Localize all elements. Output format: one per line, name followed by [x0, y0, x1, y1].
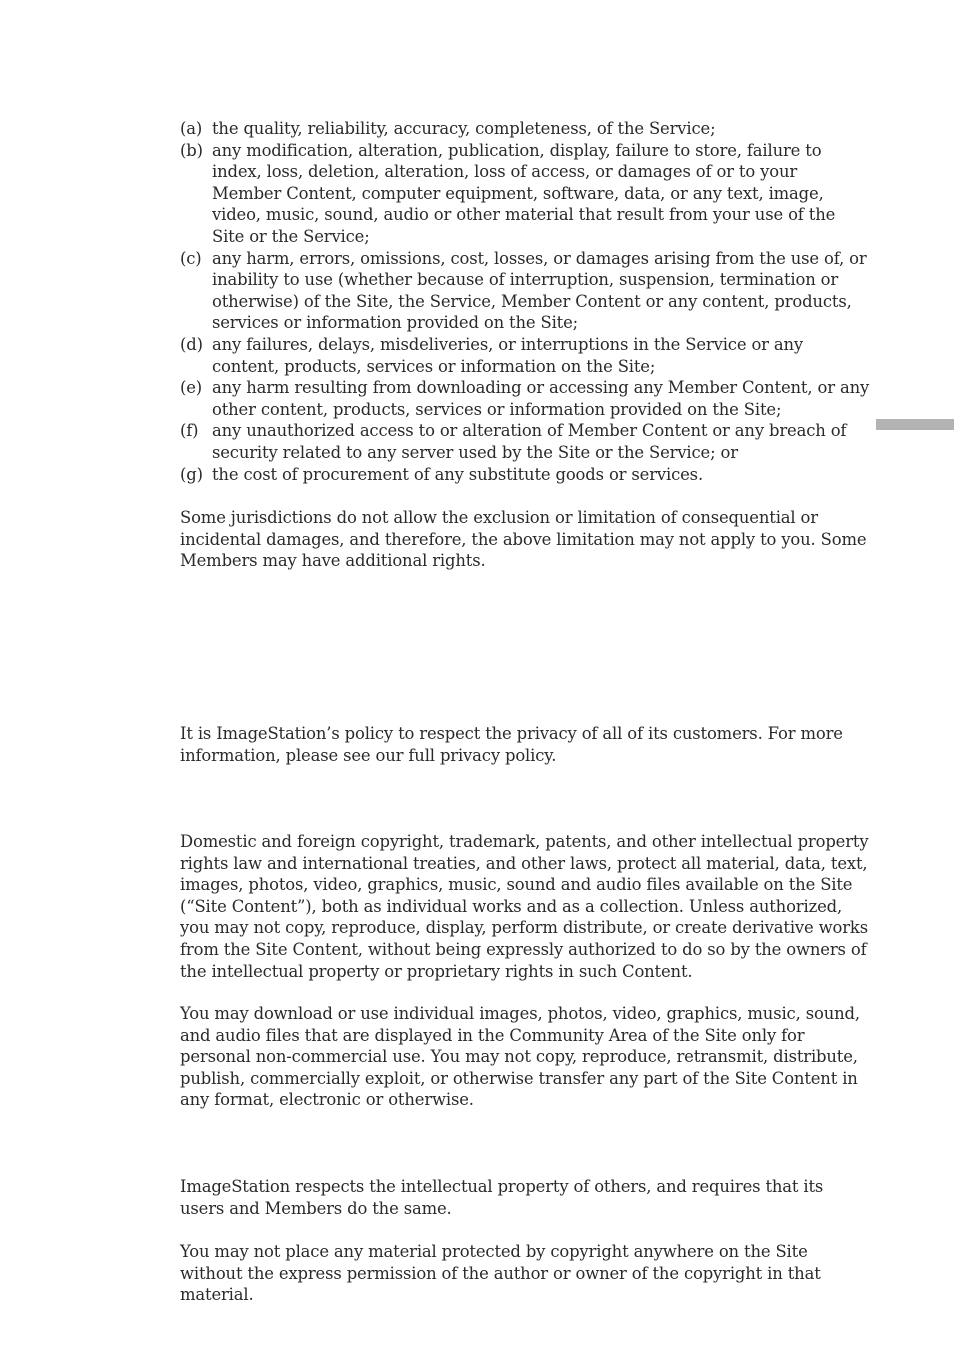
list-item-text: any harm resulting from downloading or accessing any Member Content, or any other content, products, services or information provided on the Site;	[212, 378, 870, 419]
list-marker: (c)	[180, 248, 202, 268]
limitation-list	[180, 118, 870, 485]
paragraph-ip-respect: ImageStation respects the intellectual property of others, and requires that its users and Members do the same.	[180, 1177, 824, 1218]
list-item-g	[180, 464, 870, 486]
list-marker: (g)	[180, 464, 203, 484]
paragraph-site-content: Domestic and foreign copyright, trademark, patents, and other intellectual property rights law and international treaties, and other laws, protect all material, data, text, images, photos, video, graphics, music, sound and audio files available on the Site (“Site Content”), both as individual works and as a collection. Unless authorized, you may not copy, reproduce, display, perform distribute, or create derivative works from the Site Content, without being expressly authorized to do so by the owners of the intellectual property or proprietary rights in such Content.	[180, 832, 869, 981]
list-marker: (b)	[180, 140, 203, 160]
paragraph-jurisdictions: Some jurisdictions do not allow the exclusion or limitation of consequential or incidental damages, and therefore, the above limitation may not apply to you. Some Members may have additional rights.	[180, 508, 867, 571]
list-item-text: any failures, delays, misdeliveries, or interruptions in the Service or any content, products, services or information on the Site;	[212, 334, 804, 376]
paragraph-download-use: You may download or use individual images, photos, video, graphics, music, sound, and audio files that are displayed in the Community Area of the Site only for personal non-commercial use. You may not copy, reproduce, retransmit, distribute, publish, commercially exploit, or otherwise transfer any part of the Site Content in any format, electronic or otherwise.	[180, 1004, 860, 1110]
list-item-text: the quality, reliability, accuracy, completeness, of the Service;	[212, 119, 716, 138]
list-item-text: the cost of procurement of any substitute goods or services.	[212, 464, 704, 484]
list-item-d	[180, 334, 870, 377]
list-marker: (f)	[180, 421, 199, 441]
list-item-b	[180, 140, 870, 248]
side-tab-marker	[876, 419, 954, 430]
list-item-e	[180, 377, 870, 420]
list-marker: (e)	[180, 378, 203, 398]
list-marker: (a)	[180, 119, 203, 138]
paragraph-copyright-material: You may not place any material protected by copyright anywhere on the Site without the express permission of the author or owner of the copyright in that material.	[180, 1242, 821, 1305]
list-item-f	[180, 420, 870, 463]
list-item-text: any harm, errors, omissions, cost, losses, or damages arising from the use of, or inability to use (whether because of interruption, suspension, termination or otherwise) of the Site, the Service, Member Content or any content, products, services or information provided on the Site;	[212, 248, 867, 333]
list-item-text: any modification, alteration, publication, display, failure to store, failure to index, loss, deletion, alteration, loss of access, or damages of or to your Member Content, computer equipment, software, data, or any text, image, video, music, sound, audio or other material that result from your use of the Site or the Service;	[212, 140, 836, 246]
list-item-a	[180, 118, 870, 140]
list-item-c	[180, 248, 870, 334]
paragraph-privacy: It is ImageStation’s policy to respect the privacy of all of its customers. For more information, please see our full privacy policy.	[180, 724, 843, 765]
list-item-text: any unauthorized access to or alteration of Member Content or any breach of security related to any server used by the Site or the Service; or	[212, 421, 847, 462]
list-marker: (d)	[180, 334, 203, 354]
